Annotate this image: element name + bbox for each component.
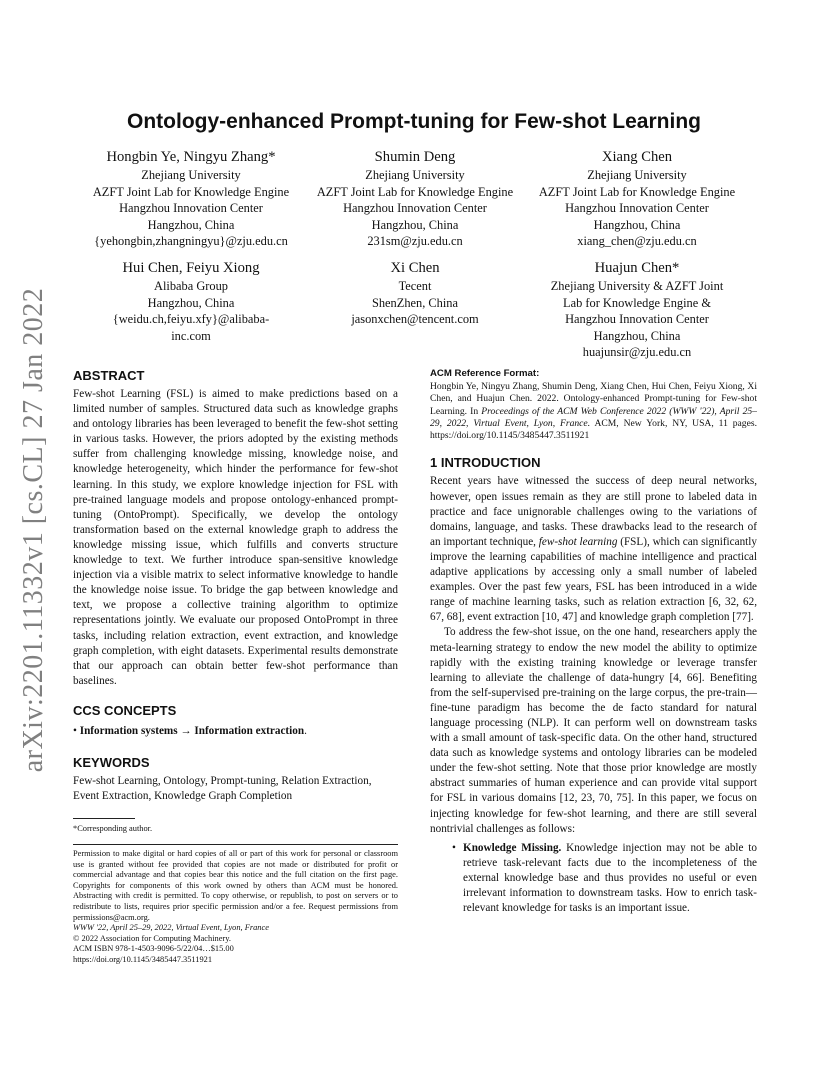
ccs-heading: CCS CONCEPTS bbox=[73, 702, 177, 718]
keywords-heading: KEYWORDS bbox=[73, 754, 150, 770]
ccs-period: . bbox=[304, 724, 307, 737]
author-email: xiang_chen@zju.edu.cn bbox=[577, 234, 697, 248]
author-affiliation: AZFT Joint Lab for Knowledge Engine bbox=[92, 184, 290, 199]
author-affiliation: AZFT Joint Lab for Knowledge Engine bbox=[316, 184, 514, 199]
paper-title: Ontology-enhanced Prompt-tuning for Few-shot Learning bbox=[127, 110, 701, 133]
author-name: Hongbin Ye, Ningyu Zhang* bbox=[106, 149, 276, 165]
author-location: Hangzhou, China bbox=[147, 295, 235, 310]
bullet-mark: • bbox=[452, 841, 456, 854]
author-name: Xi Chen bbox=[390, 260, 440, 276]
acm-reference-proceedings: Proceedings of the ACM Web Conference 2022 (WWW '22), April 25–29, 2022, Virtual Event, Lyon, France. bbox=[430, 405, 757, 429]
author-name: Shumin Deng bbox=[374, 149, 456, 165]
footnote-rule bbox=[73, 818, 135, 819]
author-location: Hangzhou, China bbox=[371, 217, 459, 232]
author-block bbox=[76, 259, 306, 344]
author-affiliation: Zhejiang University & AZFT Joint bbox=[550, 279, 724, 293]
author-affiliation: Hangzhou Innovation Center bbox=[565, 312, 709, 326]
challenge-title: Knowledge Missing. bbox=[463, 841, 562, 854]
challenge-text: Knowledge injection may not be able to retrieve task-relevant facts due to the incompleteness of the external knowledge base and thus provides no useful or even irrelevant information to downstream tasks. How to enrich task-relevant knowledge for tasks is an important issue. bbox=[463, 841, 757, 915]
author-email: inc.com bbox=[171, 328, 211, 343]
challenge-list-item bbox=[430, 841, 757, 916]
copyright-line: © 2022 Association for Computing Machinery. bbox=[73, 933, 231, 943]
corresponding-author-footnote: *Corresponding author. bbox=[73, 824, 153, 834]
acm-reference-authors: Hongbin Ye, Ningyu Zhang, Shumin Deng, Xiang Chen, Hui Chen, Feiyu Xiong, Xi Chen, and Huajun Chen. 2022. Ontology-enhanced Prompt-tuning for Few-shot Learning. In bbox=[430, 381, 757, 417]
arxiv-identifier: arXiv:2201.11332v1 [cs.CL] 27 Jan 2022 bbox=[18, 287, 49, 773]
author-affiliation: Zhejiang University bbox=[365, 168, 465, 182]
author-name: Hui Chen, Feiyu Xiong bbox=[122, 260, 260, 276]
author-email: {yehongbin,zhangningyu}@zju.edu.cn bbox=[94, 234, 288, 248]
isbn-line: ACM ISBN 978-1-4503-9096-5/22/04…$15.00 bbox=[73, 944, 234, 954]
author-block bbox=[522, 259, 752, 361]
author-block bbox=[300, 259, 530, 328]
author-block bbox=[300, 148, 530, 250]
conference-venue: WWW '22, April 25–29, 2022, Virtual Event, Lyon, France bbox=[73, 923, 269, 933]
author-email: huajunsir@zju.edu.cn bbox=[582, 345, 692, 359]
acm-reference-publisher: ACM, New York, NY, USA, 11 pages. https://doi.org/10.1145/3485447.3511921 bbox=[430, 417, 757, 442]
author-affiliation: Hangzhou Innovation Center bbox=[565, 201, 709, 215]
author-location: Hangzhou, China bbox=[147, 217, 235, 232]
abstract-heading: ABSTRACT bbox=[73, 368, 145, 383]
left-column bbox=[73, 368, 398, 966]
author-affiliation: Zhejiang University bbox=[141, 168, 241, 182]
author-affiliation: Tecent bbox=[398, 279, 432, 293]
abstract-text: Few-shot Learning (FSL) is aimed to make predictions based on a limited number of samples. Structured data such as knowledge graphs and ontology libraries has been leveraged to benefit the few-shot setting in various tasks. However, the priors adopted by the existing methods suffer from challenging knowledge missing, knowledge noise, and knowledge heterogeneity, which hinder the performance for few-shot learning. In this study, we explore knowledge injection for FSL with pre-trained language models and propose ontology-enhanced prompt-tuning (OntoPrompt). Specifically, we develop the ontology transformation based on the external knowledge graph to address the knowledge missing issue, which fulfills and converts structure knowledge to text. We further introduce span-sensitive knowledge injection via a visible matrix to select informative knowledge to handle the knowledge noise issue. To bridge the gap between knowledge and text, we propose a collective training algorithm to optimize representations jointly. We evaluate our proposed OntoPrompt in three tasks, including relation extraction, event extraction, and knowledge graph completion, with eight datasets. Experimental results demonstrate that our approach can obtain better few-shot performance than baselines. bbox=[73, 388, 398, 687]
intro-paragraph-1 bbox=[430, 474, 757, 625]
ccs-bullet: • bbox=[73, 724, 77, 737]
author-email: {weidu.ch,feiyu.xfy}@alibaba- bbox=[112, 312, 270, 326]
author-email: 231sm@zju.edu.cn bbox=[367, 234, 463, 248]
author-affiliation: Alibaba Group bbox=[154, 279, 228, 293]
introduction-heading: 1 INTRODUCTION bbox=[430, 455, 541, 471]
author-affiliation: Hangzhou Innovation Center bbox=[343, 201, 487, 215]
intro-p1-part: Recent years have witnessed the success of deep neural networks, however, open issues remain as they are still prone to labeled data in practice and face unignorable challenges owing to the variations of domains, language, and tasks. These drawbacks lead to the research of an important technique, bbox=[430, 475, 757, 548]
right-column bbox=[430, 368, 757, 916]
author-affiliation: Lab for Knowledge Engine & bbox=[563, 295, 711, 310]
acm-reference-heading: ACM Reference Format: bbox=[430, 368, 540, 379]
intro-paragraph-2: To address the few-shot issue, on the one hand, researchers apply the meta-learning strategy to endow the new model the ability to optimize rapidly with the existing training knowledge or leverage transfer learning to alleviate the challenge of data-hungry [4, 66]. Benefiting from the self-supervised pre-training on the large corpus, the pre-train—fine-tune paradigm has become the de facto standard for natural language processing (NLP). It can perform well on downstream tasks with a small amount of task-specific data. On the other hand, structured data such as knowledge systems and ontology libraries can be modeled under the few-shot setting. Note that those prior knowledge are mostly abstract summaries of human experience and can provide vital support for FSL in various domains [12, 23, 70, 75]. In this paper, we focus on injecting knowledge for few-shot learning, and there are still several nontrivial challenges as follows: bbox=[430, 626, 757, 835]
author-block bbox=[76, 148, 306, 250]
permission-notice: Permission to make digital or hard copies of all or part of this work for personal or classroom use is granted without fee provided that copies are not made or distributed for profit or commercial advantage and that copies bear this notice and the full citation on the first page. Copyrights for components of this work owned by others than ACM must be honored. Abstracting with credit is permitted. To copy otherwise, or republish, to post on servers or to redistribute to lists, requires prior specific permission and/or a fee. Request permissions from permissions@acm.org. bbox=[73, 849, 398, 922]
author-email: jasonxchen@tencent.com bbox=[351, 312, 479, 326]
keywords-text: Few-shot Learning, Ontology, Prompt-tuning, Relation Extraction, Event Extraction, Knowledge Graph Completion bbox=[73, 774, 372, 802]
intro-p1-part: (FSL), which can significantly improve the learning capabilities of machine intelligence and practical adaptive applications by accessing only a small number of labeled examples. Over the past few years, FSL has been introduced in a wide range of machine learning tasks, such as relation extraction [6, 32, 62, 67, 68], event extraction [10, 47] and knowledge graph completion [77]. bbox=[430, 535, 757, 624]
ccs-concept bbox=[73, 724, 398, 739]
author-location: Hangzhou, China bbox=[593, 328, 681, 343]
author-affiliation: Zhejiang University bbox=[587, 168, 687, 182]
author-name: Xiang Chen bbox=[601, 149, 673, 165]
author-affiliation: Hangzhou Innovation Center bbox=[119, 201, 263, 215]
permission-rule bbox=[73, 844, 398, 845]
intro-p1-emphasis: few-shot learning bbox=[538, 535, 618, 548]
ccs-item: Information systems → Information extraction bbox=[79, 724, 305, 737]
acm-reference-text bbox=[430, 381, 757, 442]
author-location: Hangzhou, China bbox=[593, 217, 681, 232]
author-affiliation: AZFT Joint Lab for Knowledge Engine bbox=[538, 184, 736, 199]
author-block bbox=[522, 148, 752, 250]
author-name: Huajun Chen* bbox=[594, 260, 680, 276]
doi-line: https://doi.org/10.1145/3485447.3511921 bbox=[73, 955, 213, 964]
author-location: ShenZhen, China bbox=[371, 295, 459, 310]
